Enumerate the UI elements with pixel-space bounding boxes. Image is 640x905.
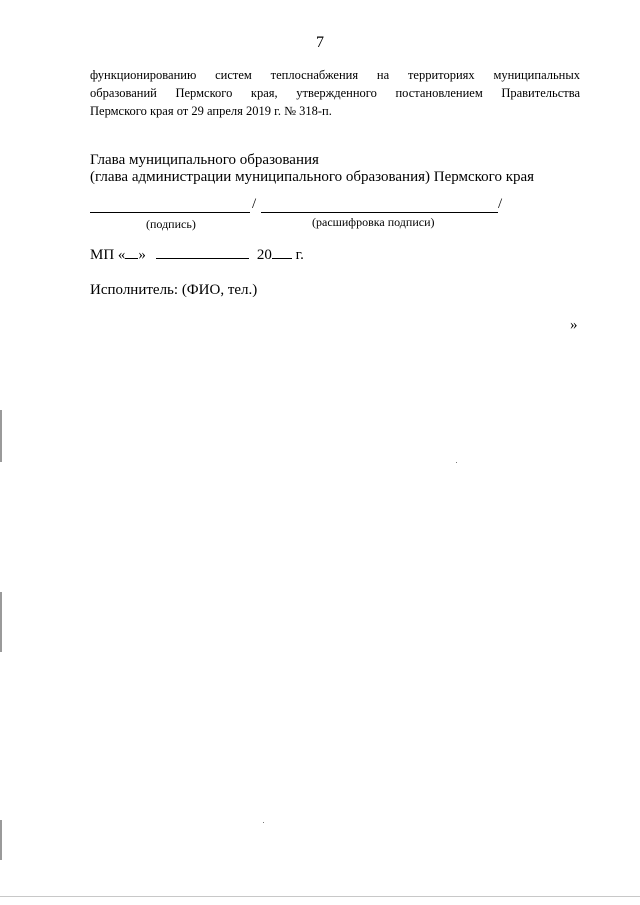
closing-quote: » [570, 317, 578, 333]
signature-blank [90, 212, 250, 213]
day-blank [125, 246, 138, 259]
signature-caption: (подпись) [146, 217, 196, 231]
stamp-date-line [90, 246, 304, 264]
head-title-line-1: Глава муниципального образования [90, 152, 319, 168]
year-prefix: 20 [256, 247, 272, 263]
scan-bottom-edge [0, 896, 640, 897]
stamp-prefix: МП « [90, 247, 126, 263]
scan-speck [456, 462, 457, 463]
scan-edge-mark [0, 410, 2, 462]
paragraph-line-1: функционированию систем теплоснабжения на территориях муниципальных [90, 68, 580, 82]
head-title-line-2: (глава администрации муниципального образования) Пермского края [90, 169, 535, 185]
page-number: 7 [316, 34, 324, 51]
scan-edge-mark [0, 592, 2, 652]
scan-speck [263, 822, 264, 823]
year-suffix: г. [291, 247, 304, 263]
signature-decoding-caption: (расшифровка подписи) [312, 215, 435, 229]
scan-edge-mark [0, 820, 2, 860]
stamp-quote-close: » [138, 247, 146, 263]
signature-decoding-blank [261, 212, 498, 213]
paragraph-line-3: Пермского края от 29 апреля 2019 г. № 318-п. [90, 104, 332, 118]
signature-separator-2: / [498, 196, 503, 212]
signature-separator-1: / [252, 196, 257, 212]
paragraph-line-2: образований Пермского края, утвержденного постановлением Правительства [90, 86, 580, 100]
year-blank [272, 246, 292, 259]
executor-line: Исполнитель: (ФИО, тел.) [90, 282, 258, 298]
head-title-block [90, 152, 590, 186]
signature-line [90, 196, 520, 216]
month-blank [156, 246, 249, 259]
continuation-paragraph [90, 66, 580, 120]
